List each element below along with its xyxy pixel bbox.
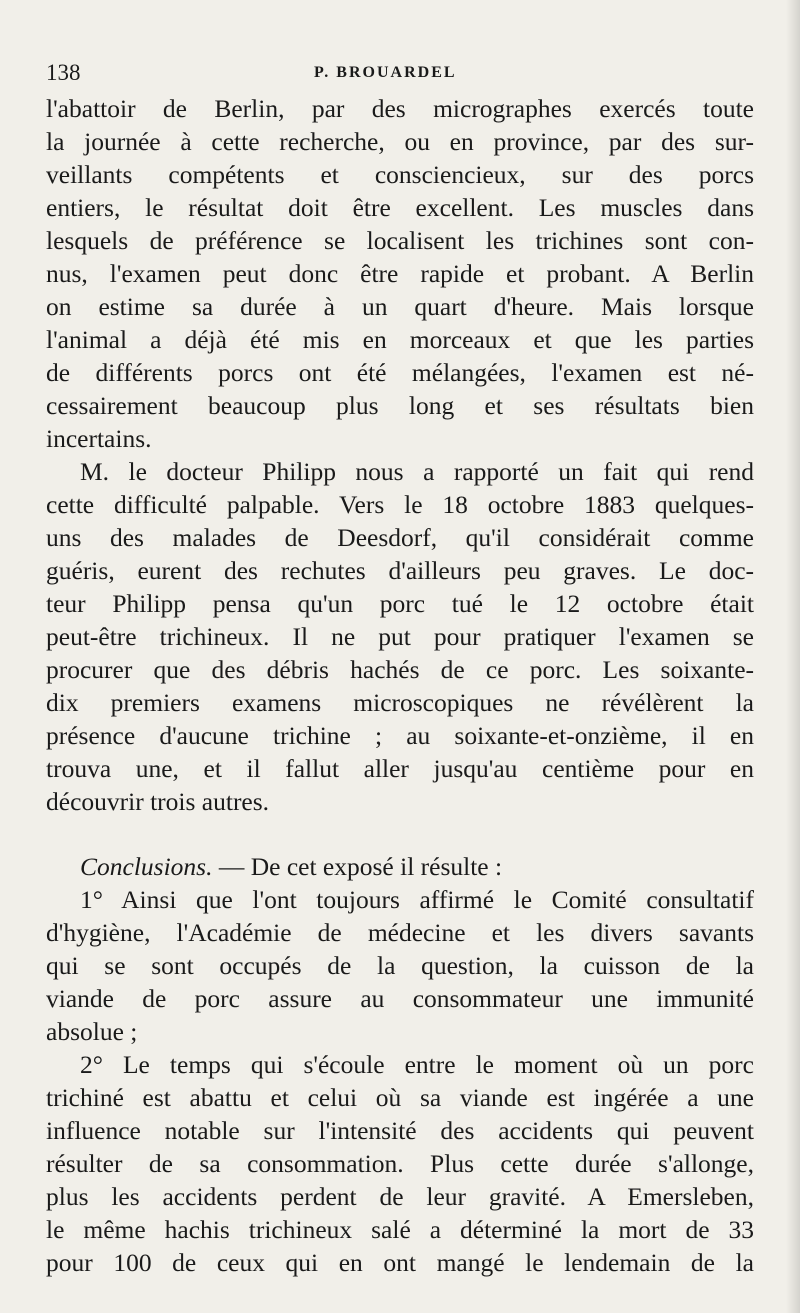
conclusions-heading-paragraph bbox=[46, 850, 754, 883]
text-line: résulter de sa consommation. Plus cette durée s'allonge, bbox=[46, 1149, 754, 1178]
text-line: influence notable sur l'intensité des accidents qui peuvent bbox=[46, 1116, 754, 1145]
text-line: uns des malades de Deesdorf, qu'il considérait comme bbox=[46, 523, 754, 552]
text-line: procurer que des débris hachés de ce porc. Les soixante- bbox=[46, 655, 754, 684]
paragraph bbox=[46, 1048, 754, 1279]
section-heading: Conclusions. bbox=[80, 852, 213, 881]
text-line: 1° Ainsi que l'ont toujours affirmé le Comité consultatif bbox=[80, 885, 754, 914]
text-line: peut-être trichineux. Il ne put pour pratiquer l'examen se bbox=[46, 622, 754, 651]
text-line: dix premiers examens microscopiques ne révélèrent la bbox=[46, 688, 754, 717]
text-line: trichiné est abattu et celui où sa viande est ingérée a une bbox=[46, 1083, 754, 1112]
text-line: M. le docteur Philipp nous a rapporté un fait qui rend bbox=[80, 457, 754, 486]
page-header bbox=[46, 52, 754, 92]
text-line: viande de porc assure au consommateur une immunité bbox=[46, 984, 754, 1013]
text-line: entiers, le résultat doit être excellent. Les muscles dans bbox=[46, 193, 754, 222]
text-line: absolue ; bbox=[46, 1017, 138, 1046]
paragraph-gap bbox=[46, 818, 754, 850]
text-line: l'abattoir de Berlin, par des micrographes exercés toute bbox=[46, 94, 754, 123]
text-line: d'hygiène, l'Académie de médecine et les divers savants bbox=[46, 918, 754, 947]
text-line: guéris, eurent des rechutes d'ailleurs peu graves. Le doc- bbox=[46, 556, 754, 585]
text-line: 2° Le temps qui s'écoule entre le moment où un porc bbox=[80, 1050, 754, 1079]
text-line: le même hachis trichineux salé a déterminé la mort de 33 bbox=[46, 1215, 754, 1244]
text-line: l'animal a déjà été mis en morceaux et que les parties bbox=[46, 325, 754, 354]
paragraph bbox=[46, 455, 754, 818]
text-line: lesquels de préférence se localisent les trichines sont con- bbox=[46, 226, 754, 255]
text-line: nus, l'examen peut donc être rapide et probant. A Berlin bbox=[46, 259, 754, 288]
text-line: cette difficulté palpable. Vers le 18 octobre 1883 quelques- bbox=[46, 490, 754, 519]
text-line: plus les accidents perdent de leur gravité. A Emersleben, bbox=[46, 1182, 754, 1211]
page-number: 138 bbox=[46, 60, 81, 85]
text-line: on estime sa durée à un quart d'heure. Mais lorsque bbox=[46, 292, 754, 321]
text-line: incertains. bbox=[46, 424, 152, 453]
text-line: la journée à cette recherche, ou en province, par des sur- bbox=[46, 127, 754, 156]
text-line: présence d'aucune trichine ; au soixante-et-onzième, il en bbox=[46, 721, 754, 750]
heading-continuation: — De cet exposé il résulte : bbox=[212, 852, 503, 881]
paragraph bbox=[46, 92, 754, 455]
text-line: cessairement beaucoup plus long et ses résultats bien bbox=[46, 391, 754, 420]
text-line: pour 100 de ceux qui en ont mangé le lendemain de la bbox=[46, 1248, 754, 1277]
text-line: de différents porcs ont été mélangées, l'examen est né- bbox=[46, 358, 754, 387]
page-edge-shadow bbox=[786, 0, 800, 1313]
text-line: trouva une, et il fallut aller jusqu'au centième pour en bbox=[46, 754, 754, 783]
text-line bbox=[46, 850, 754, 883]
paragraph bbox=[46, 883, 754, 1048]
body-text bbox=[46, 92, 754, 1279]
text-line: qui se sont occupés de la question, la cuisson de la bbox=[46, 951, 754, 980]
text-line: veillants compétents et consciencieux, sur des porcs bbox=[46, 160, 754, 189]
text-line: découvrir trois autres. bbox=[46, 787, 270, 816]
text-line: teur Philipp pensa qu'un porc tué le 12 octobre était bbox=[46, 589, 754, 618]
running-head: P. BROUARDEL bbox=[314, 64, 457, 81]
